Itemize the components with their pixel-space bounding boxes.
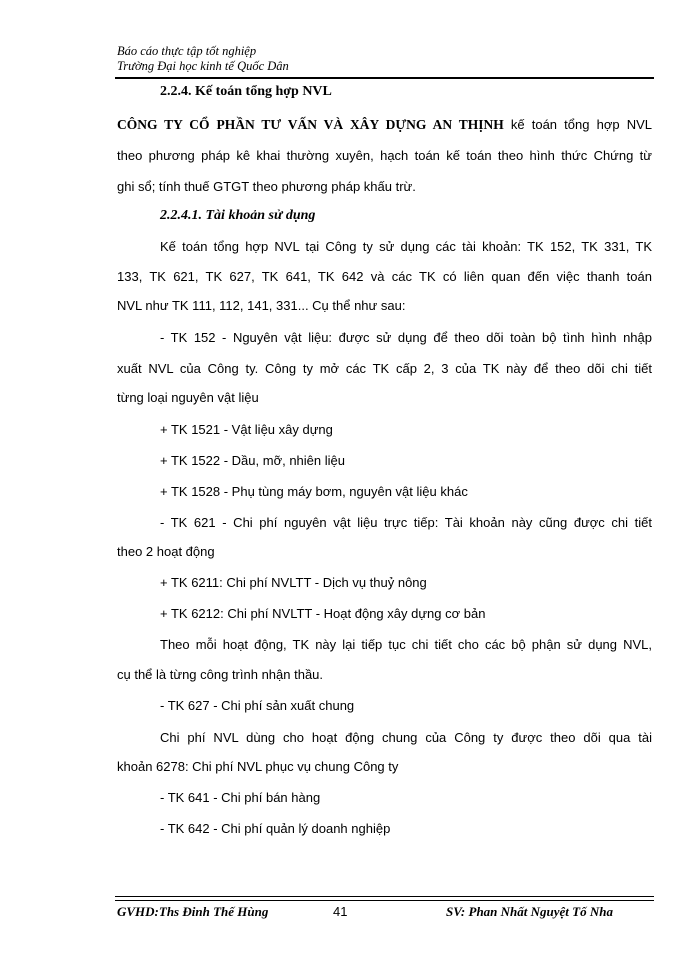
tk152-line-1: - TK 152 - Nguyên vật liệu: được sử dụng để theo dõi toàn bộ tình hình nhập (160, 330, 652, 345)
tk6212-item: + TK 6212: Chi phí NVLTT - Hoạt động xây dựng cơ bản (160, 606, 486, 621)
page-header (117, 44, 654, 74)
tk627-item: - TK 627 - Chi phí sản xuất chung (160, 698, 355, 713)
section-title: 2.2.4. Kế toán tổng hợp NVL (160, 84, 332, 99)
tk642-item: - TK 642 - Chi phí quản lý doanh nghiệp (160, 821, 391, 836)
tk152-line-2: xuất NVL của Công ty. Công ty mở các TK cấp 2, 3 của TK này để theo dõi chi tiết (117, 361, 652, 376)
common-cost-line-2: khoản 6278: Chi phí NVL phục vụ chung Công ty (117, 759, 399, 774)
subsection-title: 2.2.4.1. Tài khoản sử dụng (160, 208, 316, 223)
header-university: Trường Đại học kinh tế Quốc Dân (117, 59, 289, 73)
tk621-line-1: - TK 621 - Chi phí nguyên vật liệu trực tiếp: Tài khoản này cũng được chi tiết (160, 515, 652, 530)
company-name: CÔNG TY CỔ PHẦN TƯ VẤN VÀ XÂY DỰNG AN THỊNH (117, 117, 504, 132)
each-activity-line-1: Theo mỗi hoạt động, TK này lại tiếp tục chi tiết cho các bộ phận sử dụng NVL, (160, 637, 652, 652)
p1-line-2: 133, TK 621, TK 627, TK 641, TK 642 và các TK có liên quan đến việc thanh toán (117, 269, 652, 284)
footer-advisor: GVHD:Ths Đinh Thế Hùng (117, 904, 269, 919)
page-number: 41 (333, 904, 348, 919)
footer-divider-bottom (115, 900, 654, 901)
tk1521-item: + TK 1521 - Vật liệu xây dựng (160, 422, 333, 437)
tk621-line-2: theo 2 hoạt động (117, 544, 215, 559)
tk6211-item: + TK 6211: Chi phí NVLTT - Dịch vụ thuỷ nông (160, 575, 427, 590)
each-activity-line-2: cụ thể là từng công trình nhận thầu. (117, 667, 324, 682)
footer-divider-top (115, 896, 654, 897)
intro-line-1-rest: kế toán tổng hợp NVL (503, 117, 652, 132)
header-divider (115, 77, 654, 79)
p1-line-3: NVL như TK 111, 112, 141, 331... Cụ thể như sau: (117, 298, 406, 313)
tk152-line-3: từng loại nguyên vật liệu (117, 390, 259, 405)
intro-line-1 (117, 115, 652, 135)
p1-line-1: Kế toán tổng hợp NVL tại Công ty sử dụng các tài khoản: TK 152, TK 331, TK (160, 239, 652, 254)
footer-student: SV: Phan Nhất Nguyệt Tố Nha (446, 904, 613, 919)
tk641-item: - TK 641 - Chi phí bán hàng (160, 790, 321, 805)
common-cost-line-1: Chi phí NVL dùng cho hoạt động chung của Công ty được theo dõi qua tài (160, 730, 652, 745)
intro-line-2: theo phương pháp kê khai thường xuyên, hạch toán kế toán theo hình thức Chứng từ (117, 148, 652, 163)
tk1528-item: + TK 1528 - Phụ tùng máy bơm, nguyên vật liệu khác (160, 484, 468, 499)
tk1522-item: + TK 1522 - Dầu, mỡ, nhiên liệu (160, 453, 345, 468)
header-report-title: Báo cáo thực tập tốt nghiệp (117, 44, 257, 58)
intro-line-3: ghi sổ; tính thuế GTGT theo phương pháp khấu trừ. (117, 179, 416, 194)
